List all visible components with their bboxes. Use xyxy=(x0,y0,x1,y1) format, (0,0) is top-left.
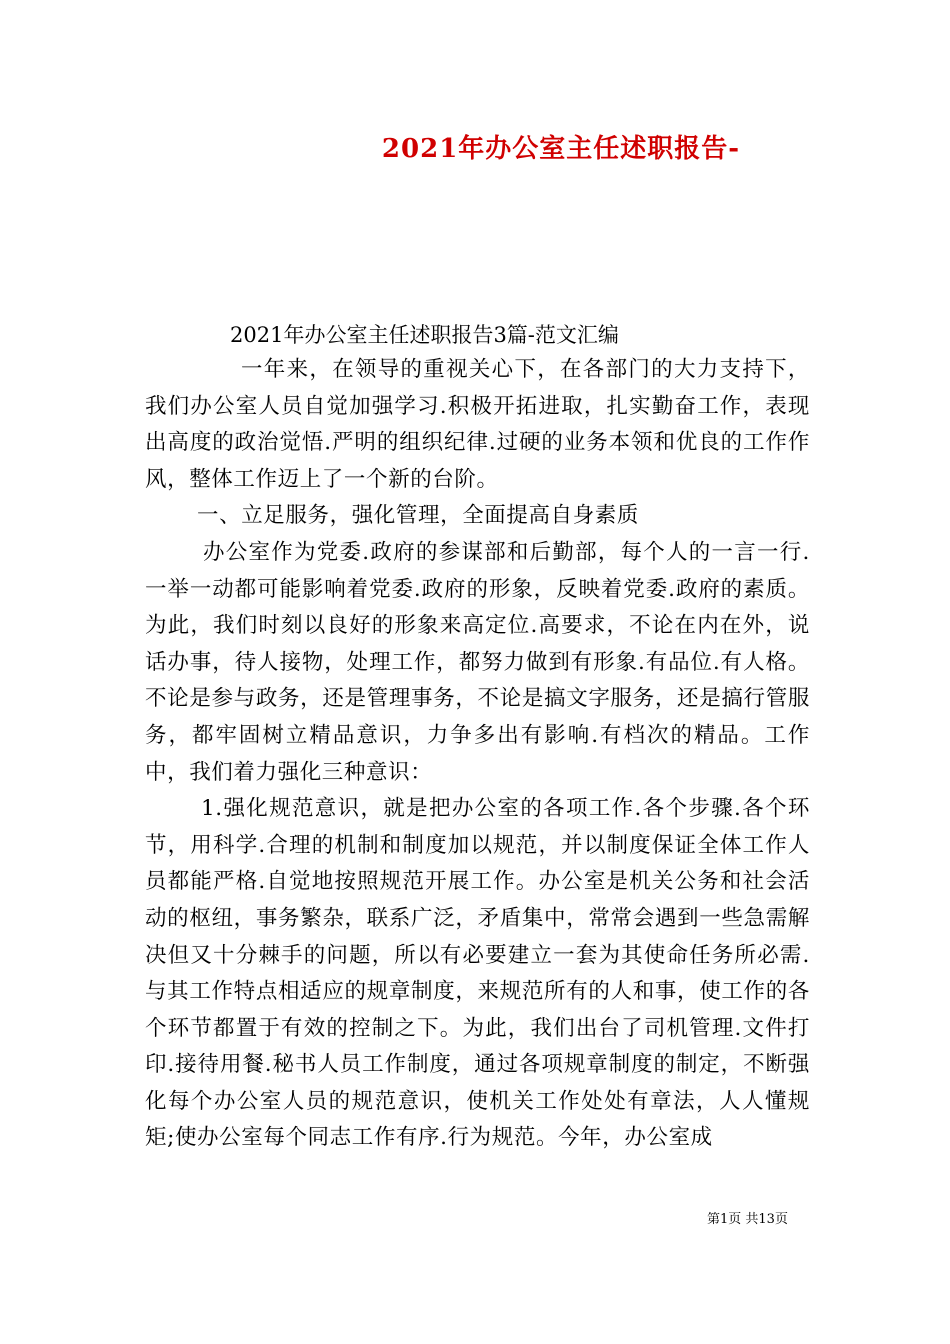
document-body xyxy=(145,352,810,1157)
section-heading: 一、立足服务，强化管理，全面提高自身素质 xyxy=(197,503,640,529)
paragraph-intro: 一年来，在领导的重视关心下，在各部门的大力支持下，我们办公室人员自觉加强学习.积极开拓进取，扎实勤奋工作，表现出高度的政治觉悟.严明的组织纪律.过硬的业务本领和优良的工作作风，整体工作迈上了一个新的台阶。 xyxy=(145,357,810,492)
paragraph-standardization: 1.强化规范意识，就是把办公室的各项工作.各个步骤.各个环节，用科学.合理的机制和制度加以规范，并以制度保证全体工作人员都能严格.自觉地按照规范开展工作。办公室是机关公务和社会活动的枢纽，事务繁杂，联系广泛，矛盾集中，常常会遇到一些急需解决但又十分棘手的问题，所以有必要建立一套为其使命任务所必需.与其工作特点相适应的规章制度，来规范所有的人和事，使工作的各个环节都置于有效的控制之下。为此，我们出台了司机管理.文件打印.接待用餐.秘书人员工作制度，通过各项规章制度的制定，不断强化每个办公室人员的规范意识，使机关工作处处有章法，人人懂规矩;使办公室每个同志工作有序.行为规范。今年，办公室成 xyxy=(145,796,810,1151)
paragraph-office-role: 办公室作为党委.政府的参谋部和后勤部，每个人的一言一行.一举一动都可能影响着党委.政府的形象，反映着党委.政府的素质。为此，我们时刻以良好的形象来高定位.高要求，不论在内在外，说话办事，待人接物，处理工作，都努力做到有形象.有品位.有人格。不论是参与政务，还是管理事务，不论是搞文字服务，还是搞行管服务，都牢固树立精品意识，力争多出有影响.有档次的精品。工作中，我们着力强化三种意识： xyxy=(145,539,810,785)
document-title: 2021年办公室主任述职报告- xyxy=(381,134,741,164)
page-footer: 第1页 共13页 xyxy=(707,1212,788,1227)
document-subtitle: 2021年办公室主任述职报告3篇-范文汇编 xyxy=(230,323,619,347)
